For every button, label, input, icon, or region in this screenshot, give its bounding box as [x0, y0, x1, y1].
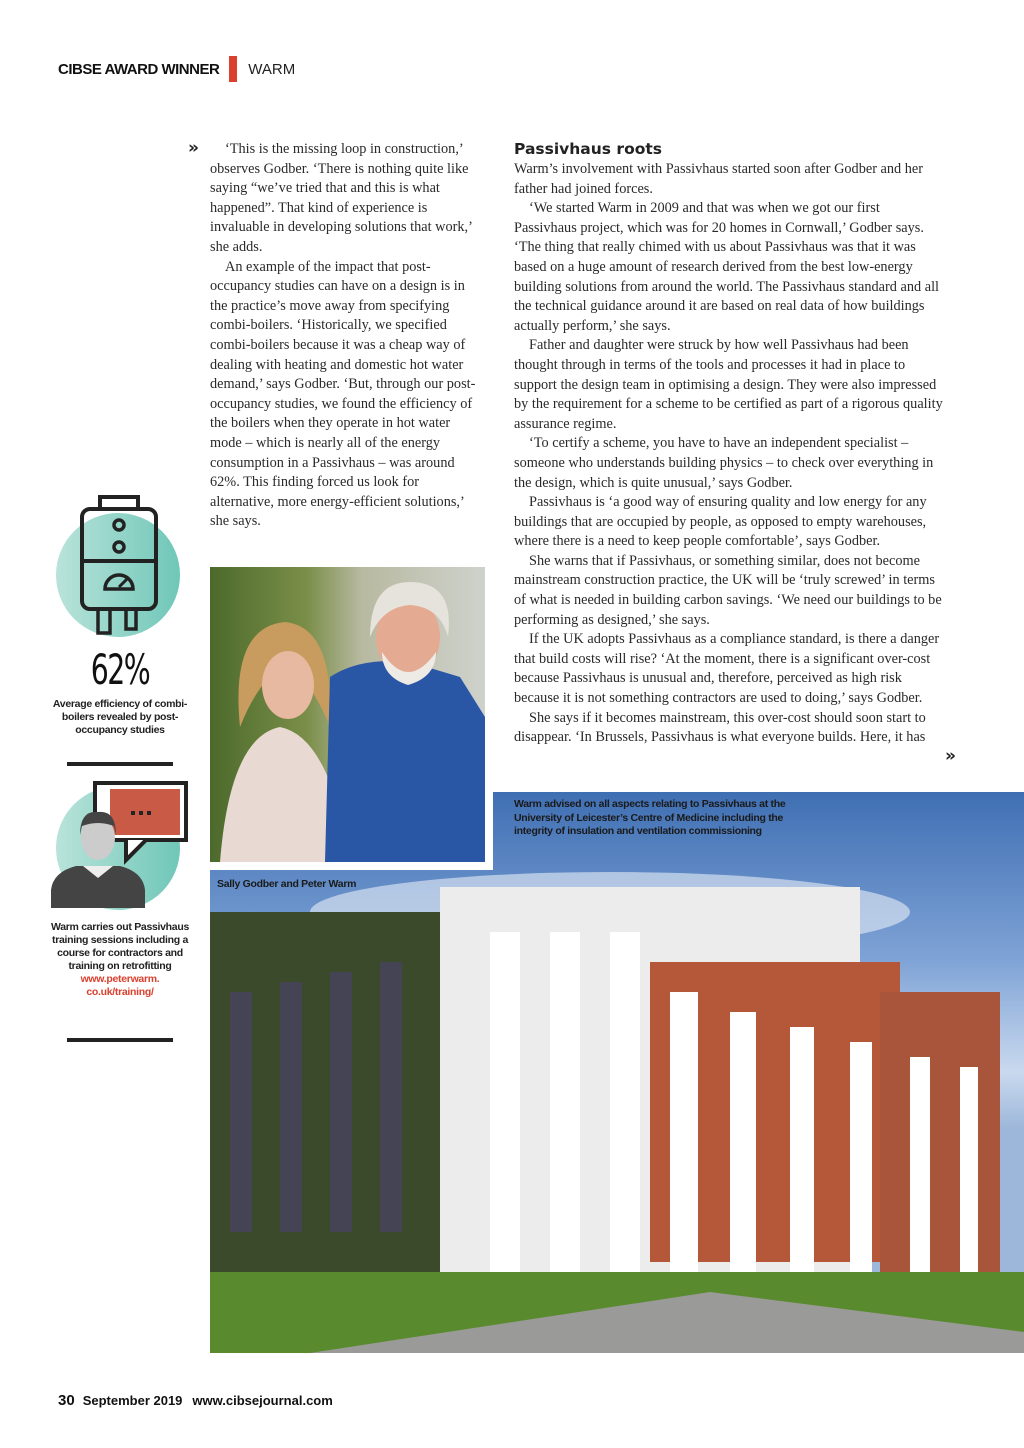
paragraph: ‘This is the missing loop in construction,’ observes Godber. ‘There is nothing quite like saying “we’ve tried that and this is what happened”. That kind of experience is invaluable in developing solutions that work,’ she adds.	[210, 141, 472, 255]
paragraph: If the UK adopts Passivhaus as a compliance standard, is there a danger that build costs will rise? ‘At the moment, there is a significant over-cost because Passivhaus is unusual and, therefore, perceived as high risk because it is not something contractors are used to doing,’ says Godber.	[514, 631, 940, 707]
subheading: Passivhaus roots	[514, 140, 662, 158]
paragraph: ‘We started Warm in 2009 and that was when we got our first Passivhaus project, which was for 20 homes in Cornwall,’ Godber says. ‘The thing that really chimed with us about Passivhaus was that it was based on a huge amount of research derived from the best low-energy building solutions from around the world. The Passivhaus standard and all the technical guidance around it are based on real data of how buildings actually perform,’ she says.	[514, 200, 940, 334]
building-photo	[210, 792, 1024, 1353]
header-divider	[229, 56, 237, 82]
trainer-speech-icon	[48, 780, 190, 910]
stat-value: 62%	[90, 645, 150, 694]
left-article-column	[210, 140, 485, 532]
paragraph: Father and daughter were struck by how well Passivhaus had been thought through in terms of the tools and processes it had in place to support the design team in optimising a design. They were also impressed by the requirement for a scheme to be certified as part of a rigorous quality assurance regime.	[514, 337, 943, 432]
topic-label: WARM	[248, 60, 296, 78]
page-number: 30	[58, 1392, 75, 1409]
page-footer	[58, 1392, 333, 1409]
paragraph: Warm’s involvement with Passivhaus started soon after Godber and her father had joined forces.	[514, 161, 923, 197]
paragraph: She says if it becomes mainstream, this over-cost should soon start to disappear. ‘In Brussels, Passivhaus is what everyone builds. Here, it has	[514, 709, 926, 746]
paragraph: An example of the impact that post-occupancy studies can have on a design is in the practice’s move away from specifying combi-boilers. ‘Historically, we specified combi-boilers because it was a cheap way of dealing with heating and domestic hot water demand,’ says Godber. ‘But, through our post-occupancy studies, we found the efficiency of the boilers when they operate in hot water mode – which is nearly all of the energy consumption in a Passivhaus – was around 62%. This finding forced us look for alternative, more energy-efficient solutions,’ she says.	[210, 258, 476, 530]
continues-icon: »	[945, 746, 956, 766]
training-description	[50, 921, 190, 999]
paragraph: She warns that if Passivhaus, or something similar, does not become mainstream construction practice, the UK will be ‘truly screwed’ in terms of what is needed in building carbon savings. ‘We need our buildings to be performing as designed,’ she says.	[514, 552, 942, 628]
stat-description: Average efficiency of combi-boilers revealed by post-occupancy studies	[52, 698, 188, 736]
building-caption: Warm advised on all aspects relating to Passivhaus at the University of Leicester’s Centre of Medicine including the integrity of insulation and ventilation commissioning	[514, 798, 786, 837]
section-label: CIBSE AWARD WINNER	[58, 60, 220, 78]
issue-date: September 2019	[82, 1393, 183, 1408]
boiler-icon	[55, 495, 185, 640]
right-article-column	[514, 138, 944, 748]
training-link[interactable]: www.peterwarm. co.uk/training/	[80, 973, 160, 998]
divider	[67, 1038, 173, 1042]
continued-from-icon: »	[188, 138, 199, 158]
paragraph: ‘To certify a scheme, you have to have an independent specialist – someone who understands building physics – to check over everything in the design, which is quite unusual,’ says Godber.	[514, 435, 934, 491]
divider	[67, 762, 173, 766]
section-header	[58, 56, 295, 82]
paragraph: Passivhaus is ‘a good way of ensuring quality and low energy for any buildings that are occupied by people, as opposed to empty warehouses, where there is a need to keep people comfortable’, says Godber.	[514, 494, 927, 550]
training-text: Warm carries out Passivhaus training sessions including a course for contractors and training on retrofitting	[51, 921, 189, 972]
people-caption: Sally Godber and Peter Warm	[217, 878, 357, 890]
people-photo	[210, 567, 485, 862]
website-link[interactable]: www.cibsejournal.com	[192, 1393, 333, 1408]
people-photo-frame	[210, 567, 493, 870]
